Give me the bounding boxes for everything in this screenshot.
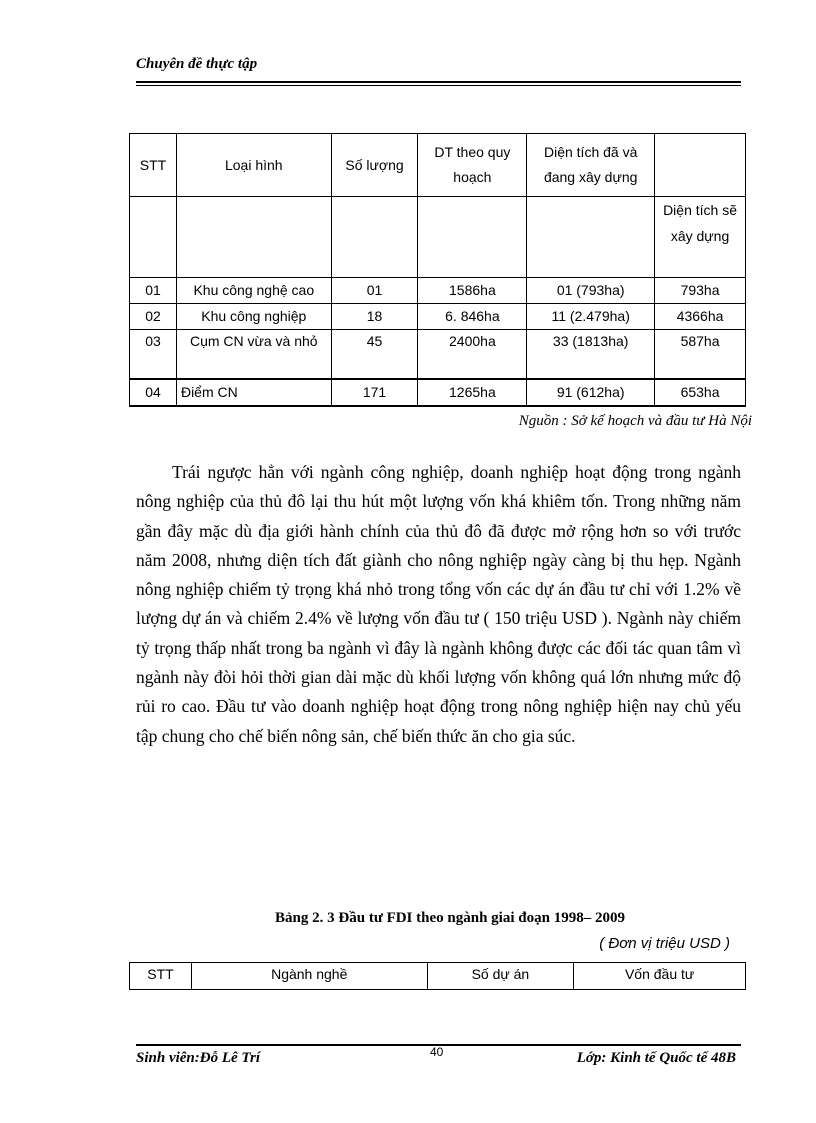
table-header-row	[130, 134, 746, 197]
table-cell: Khu công nghệ cao	[176, 278, 331, 304]
body-paragraph: Trái ngược hẳn với ngành công nghiệp, doanh nghiệp hoạt động trong ngành nông nghiệp của thủ đô lại thu hút một lượng vốn khá khiêm tốn. Trong những năm gần đây mặc dù địa giới hành chính của thủ đô đã được mở rộng hơn so với trước năm 2008, nhưng diện tích đất giành cho nông nghiệp ngày càng bị thu hẹp. Ngành nông nghiệp chiếm tỷ trọng khá nhỏ trong tổng vốn các dự án đầu tư chỉ với 1.2% về lượng dự án và chiếm 2.4% về lượng vốn đầu tư ( 150 triệu USD ). Ngành này chiếm tỷ trọng thấp nhất trong ba ngành vì đây là ngành không được các đối tác quan tâm vì ngành này đòi hỏi thời gian dài mặc dù khối lượng vốn không quá lớn nhưng mức độ rủi ro cao. Đầu tư vào doanh nghiệp hoạt động trong nông nghiệp hiện nay chủ yếu tập chung cho chế biến nông sản, chế biến thức ăn cho gia súc.	[136, 462, 741, 746]
header-cell: Vốn đầu tư	[574, 963, 746, 990]
header-rule	[136, 81, 741, 83]
header-cell: STT	[130, 963, 192, 990]
table-cell: 45	[331, 330, 418, 380]
table-caption: Bảng 2. 3 Đầu tư FDI theo ngành giai đoạn 1998– 2009	[275, 910, 625, 926]
table-cell: 6. 846ha	[418, 304, 527, 330]
header-cell: DT theo quy hoạch	[418, 134, 527, 197]
table-cell: 1265ha	[418, 379, 527, 406]
header-cell: Diện tích sẽ xây dựng	[655, 197, 746, 278]
header-cell: Số lượng	[331, 134, 418, 197]
table-cell: 653ha	[655, 379, 746, 406]
table-cell: 18	[331, 304, 418, 330]
table-cell: 02	[130, 304, 177, 330]
table-cell: 03	[130, 330, 177, 380]
industrial-zones-table	[129, 133, 746, 407]
table-cell: 171	[331, 379, 418, 406]
header-cell: STT	[130, 134, 177, 197]
header-cell: Ngành nghề	[191, 963, 427, 990]
page-number: 40	[430, 1045, 444, 1059]
table-cell: 587ha	[655, 330, 746, 380]
table-cell: 01	[130, 278, 177, 304]
table-row	[130, 304, 746, 330]
table-cell: 33 (1813ha)	[527, 330, 655, 380]
table-cell: 01 (793ha)	[527, 278, 655, 304]
table-cell: 04	[130, 379, 177, 406]
header-cell: Loại hình	[176, 134, 331, 197]
header-rule-thin	[136, 85, 741, 86]
table-row	[130, 330, 746, 380]
table-source-note: Nguồn : Sở kế hoạch và đầu tư Hà Nội	[518, 413, 752, 429]
header-cell: Diện tích đã và đang xây dựng	[527, 134, 655, 197]
header-cell: Số dự án	[427, 963, 574, 990]
table-cell: Điểm CN	[176, 379, 331, 406]
table-cell: Cụm CN vừa và nhỏ	[176, 330, 331, 380]
table-row	[130, 278, 746, 304]
footer-class: Lớp: Kinh tế Quốc tế 48B	[576, 1050, 736, 1066]
table-subheader-row	[130, 197, 746, 278]
table-cell: 11 (2.479ha)	[527, 304, 655, 330]
table-cell: 1586ha	[418, 278, 527, 304]
footer-student: Sinh viên:Đỗ Lê Trí	[136, 1050, 261, 1066]
table-cell: 2400ha	[418, 330, 527, 380]
table-row	[130, 379, 746, 406]
header-title: Chuyên đề thực tập	[136, 56, 258, 72]
header-cell	[655, 134, 746, 197]
table-cell: 01	[331, 278, 418, 304]
fdi-by-sector-table	[129, 962, 746, 990]
table-cell: Khu công nghiệp	[176, 304, 331, 330]
table-header-row	[130, 963, 746, 990]
table-unit-note: ( Đơn vị triệu USD )	[599, 935, 730, 952]
table-cell: 4366ha	[655, 304, 746, 330]
table-cell: 793ha	[655, 278, 746, 304]
table-cell: 91 (612ha)	[527, 379, 655, 406]
